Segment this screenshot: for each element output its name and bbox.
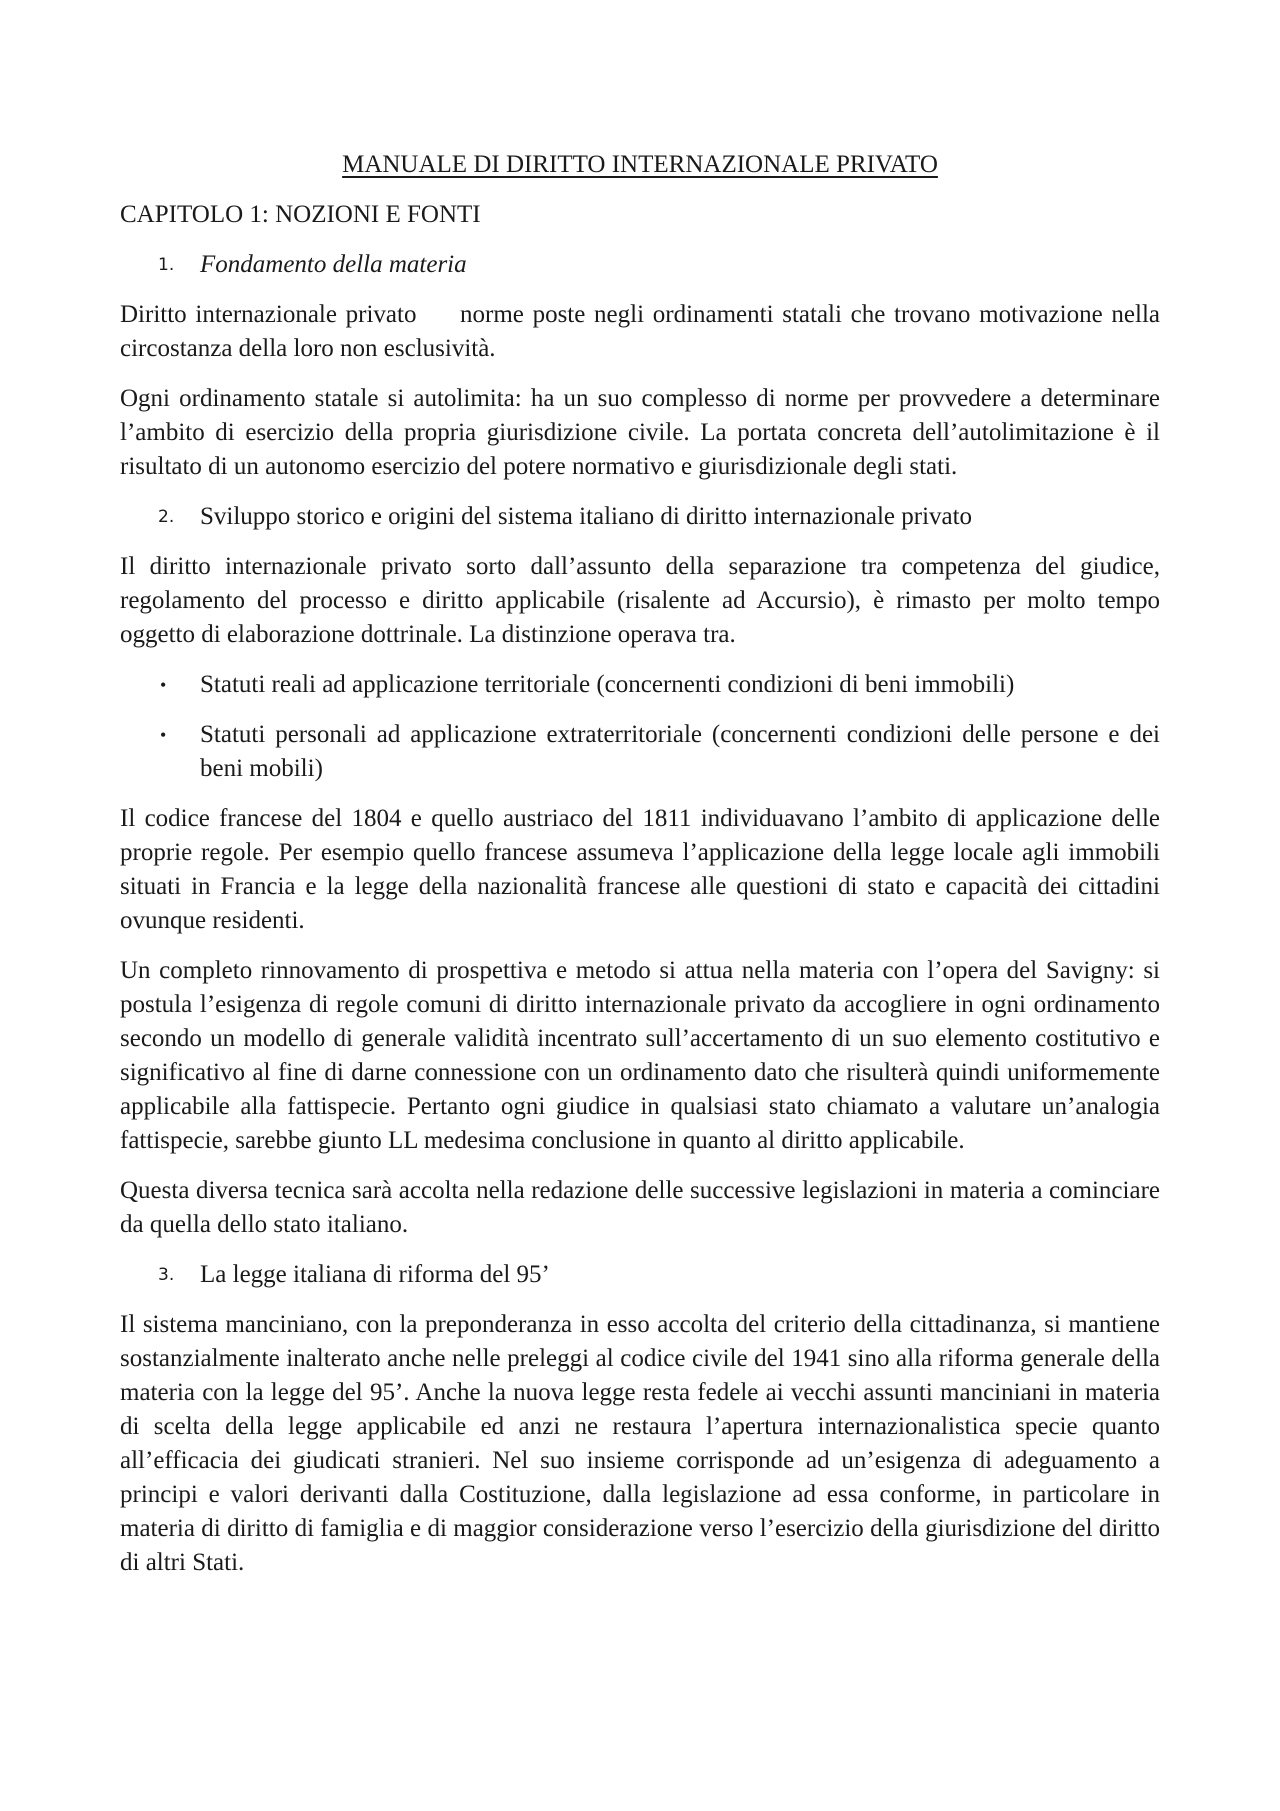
section-heading-3 bbox=[120, 1258, 1160, 1292]
paragraph: Il sistema manciniano, con la preponderanza in esso accolta del criterio della cittadinanza, si mantiene sostanzialmente inalterato anche nelle preleggi al codice civile del 1941 sino alla riforma generale della materia con la legge del 95’. Anche la nuova legge resta fedele ai vecchi assunti manciniani in materia di scelta della legge applicabile ed anzi ne restaura l’apertura internazionalistica specie quanto all’efficacia dei giudicati stranieri. Nel suo insieme corrisponde ad un’esigenza di adeguamento a principi e valori derivanti dalla Costituzione, dalla legislazione ad essa conforme, in particolare in materia di diritto di famiglia e di maggior considerazione verso l’esercizio della giurisdizione del diritto di altri Stati. bbox=[120, 1311, 1160, 1576]
bullet-icon: • bbox=[160, 675, 167, 695]
paragraph: Il codice francese del 1804 e quello austriaco del 1811 individuavano l’ambito di applicazione delle proprie regole. Per esempio quello francese assumeva l’applicazione della legge locale agli immobili situati in Francia e la legge della nazionalità francese alle questioni di stato e capacità dei cittadini ovunque residenti. bbox=[120, 805, 1160, 934]
section-number: 2. bbox=[158, 507, 175, 527]
paragraph: Un completo rinnovamento di prospettiva e metodo si attua nella materia con l’opera del Savigny: si postula l’esigenza di regole comuni di diritto internazionale privato da accogliere in ogni ordinamento secondo un modello di generale validità incentrato sull’accertamento di un suo elemento costitutivo e significativo al fine di darne connessione con un ordinamento dato che risulterà quindi uniformemente applicabile alla fattispecie. Pertanto ogni giudice in qualsiasi stato chiamato a valutare un’analogia fattispecie, sarebbe giunto LL medesima conclusione in quanto al diritto applicabile. bbox=[120, 957, 1160, 1154]
bullet-list bbox=[120, 668, 1160, 786]
document-title: MANUALE DI DIRITTO INTERNAZIONALE PRIVATO bbox=[342, 151, 938, 178]
paragraph: Diritto internazionale privato norme poste negli ordinamenti statali che trovano motivazione nella circostanza della loro non esclusività. bbox=[120, 301, 1167, 362]
section-heading-text: Sviluppo storico e origini del sistema italiano di diritto internazionale privato bbox=[200, 503, 973, 530]
bullet-icon: • bbox=[160, 725, 167, 745]
document-page bbox=[120, 148, 1167, 1596]
list-item-text: Statuti reali ad applicazione territoriale (concernenti condizioni di beni immobili) bbox=[200, 671, 1015, 698]
list-item-text: Statuti personali ad applicazione extraterritoriale (concernenti condizioni delle persone e dei beni mobili) bbox=[200, 721, 1160, 782]
paragraph: Questa diversa tecnica sarà accolta nella redazione delle successive legislazioni in materia a cominciare da quella dello stato italiano. bbox=[120, 1177, 1160, 1238]
list-item bbox=[120, 668, 1160, 702]
section-number: 1. bbox=[158, 255, 175, 275]
list-item bbox=[120, 718, 1160, 786]
section-heading-2 bbox=[120, 500, 1160, 534]
section-heading-text: Fondamento della materia bbox=[200, 251, 467, 278]
chapter-title: CAPITOLO 1: NOZIONI E FONTI bbox=[120, 201, 481, 228]
paragraph: Il diritto internazionale privato sorto dall’assunto della separazione tra competenza del giudice, regolamento del processo e diritto applicabile (risalente ad Accursio), è rimasto per molto tempo oggetto di elaborazione dottrinale. La distinzione operava tra. bbox=[120, 553, 1160, 648]
section-number: 3. bbox=[158, 1265, 175, 1285]
section-heading-1 bbox=[120, 248, 1160, 282]
section-heading-text: La legge italiana di riforma del 95’ bbox=[200, 1261, 550, 1288]
paragraph: Ogni ordinamento statale si autolimita: ha un suo complesso di norme per provvedere a determinare l’ambito di esercizio della propria giurisdizione civile. La portata concreta dell’autolimitazione è il risultato di un autonomo esercizio del potere normativo e giurisdizionale degli stati. bbox=[120, 385, 1160, 480]
